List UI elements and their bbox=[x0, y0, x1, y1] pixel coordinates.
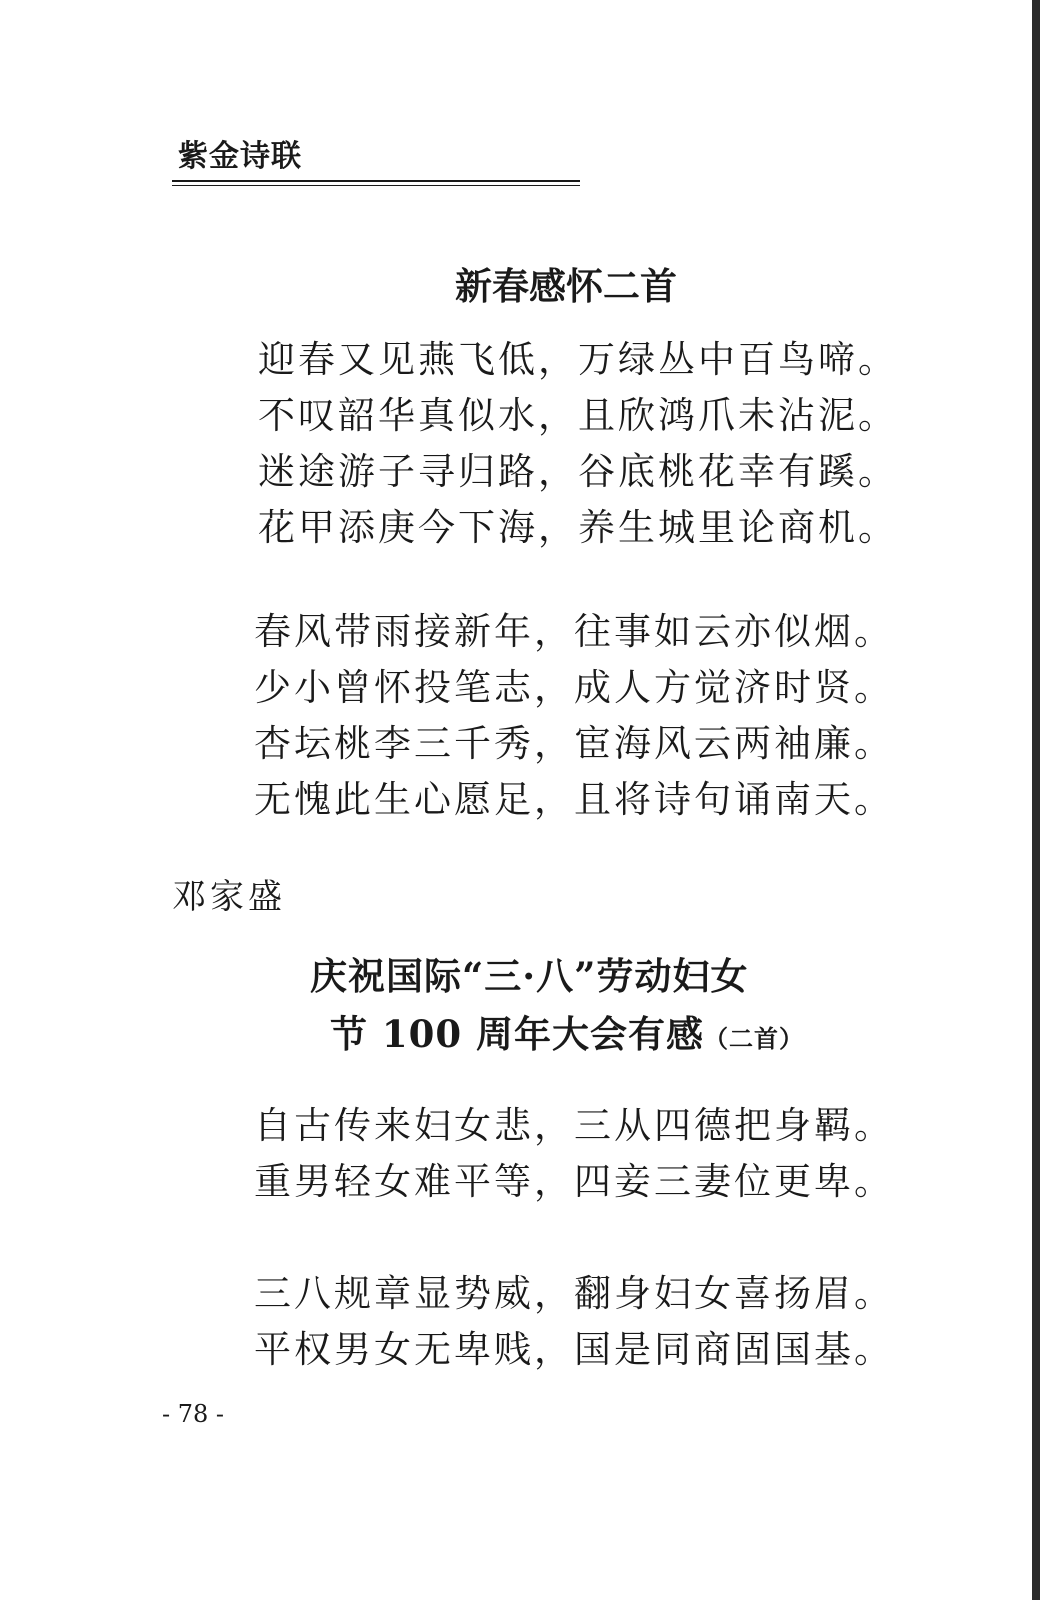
running-header: 紫金诗联 bbox=[178, 139, 302, 174]
page-number: - 78 - bbox=[162, 1400, 225, 1428]
poem-line: 杏坛桃李三千秀，宦海风云两袖廉。 bbox=[254, 722, 894, 765]
poem-stanza bbox=[254, 604, 894, 828]
poem-title-line-2 bbox=[330, 1012, 804, 1056]
poem-stanza bbox=[258, 332, 898, 556]
page-edge bbox=[1032, 0, 1040, 1600]
poem-line: 无愧此生心愿足，且将诗句诵南天。 bbox=[254, 778, 894, 821]
poem-line: 三八规章显势威，翻身妇女喜扬眉。 bbox=[254, 1272, 894, 1315]
poem-title-suffix: （二首） bbox=[704, 1024, 804, 1053]
poem-title: 新春感怀二首 bbox=[455, 264, 677, 308]
poem-stanza bbox=[254, 1266, 894, 1378]
poem-line: 花甲添庚今下海，养生城里论商机。 bbox=[258, 506, 898, 549]
poem-line: 迷途游子寻归路，谷底桃花幸有蹊。 bbox=[258, 450, 898, 493]
poem-line: 春风带雨接新年，往事如云亦似烟。 bbox=[254, 610, 894, 653]
poem-title-text: 节 100 周年大会有感 bbox=[330, 1012, 704, 1056]
header-rule bbox=[172, 180, 580, 186]
poem-line: 自古传来妇女悲，三从四德把身羁。 bbox=[254, 1104, 894, 1147]
poem-line: 迎春又见燕飞低，万绿丛中百鸟啼。 bbox=[258, 338, 898, 381]
poem-line: 不叹韶华真似水，且欣鸿爪未沾泥。 bbox=[258, 394, 898, 437]
poem-stanza bbox=[254, 1098, 894, 1210]
poem-line: 少小曾怀投笔志，成人方觉济时贤。 bbox=[254, 666, 894, 709]
poem-title-line-1: 庆祝国际“三·八”劳动妇女 bbox=[310, 954, 749, 998]
poem-line: 重男轻女难平等，四妾三妻位更卑。 bbox=[254, 1160, 894, 1203]
poem-line: 平权男女无卑贱，国是同商固国基。 bbox=[254, 1328, 894, 1371]
author-name: 邓家盛 bbox=[172, 877, 286, 917]
